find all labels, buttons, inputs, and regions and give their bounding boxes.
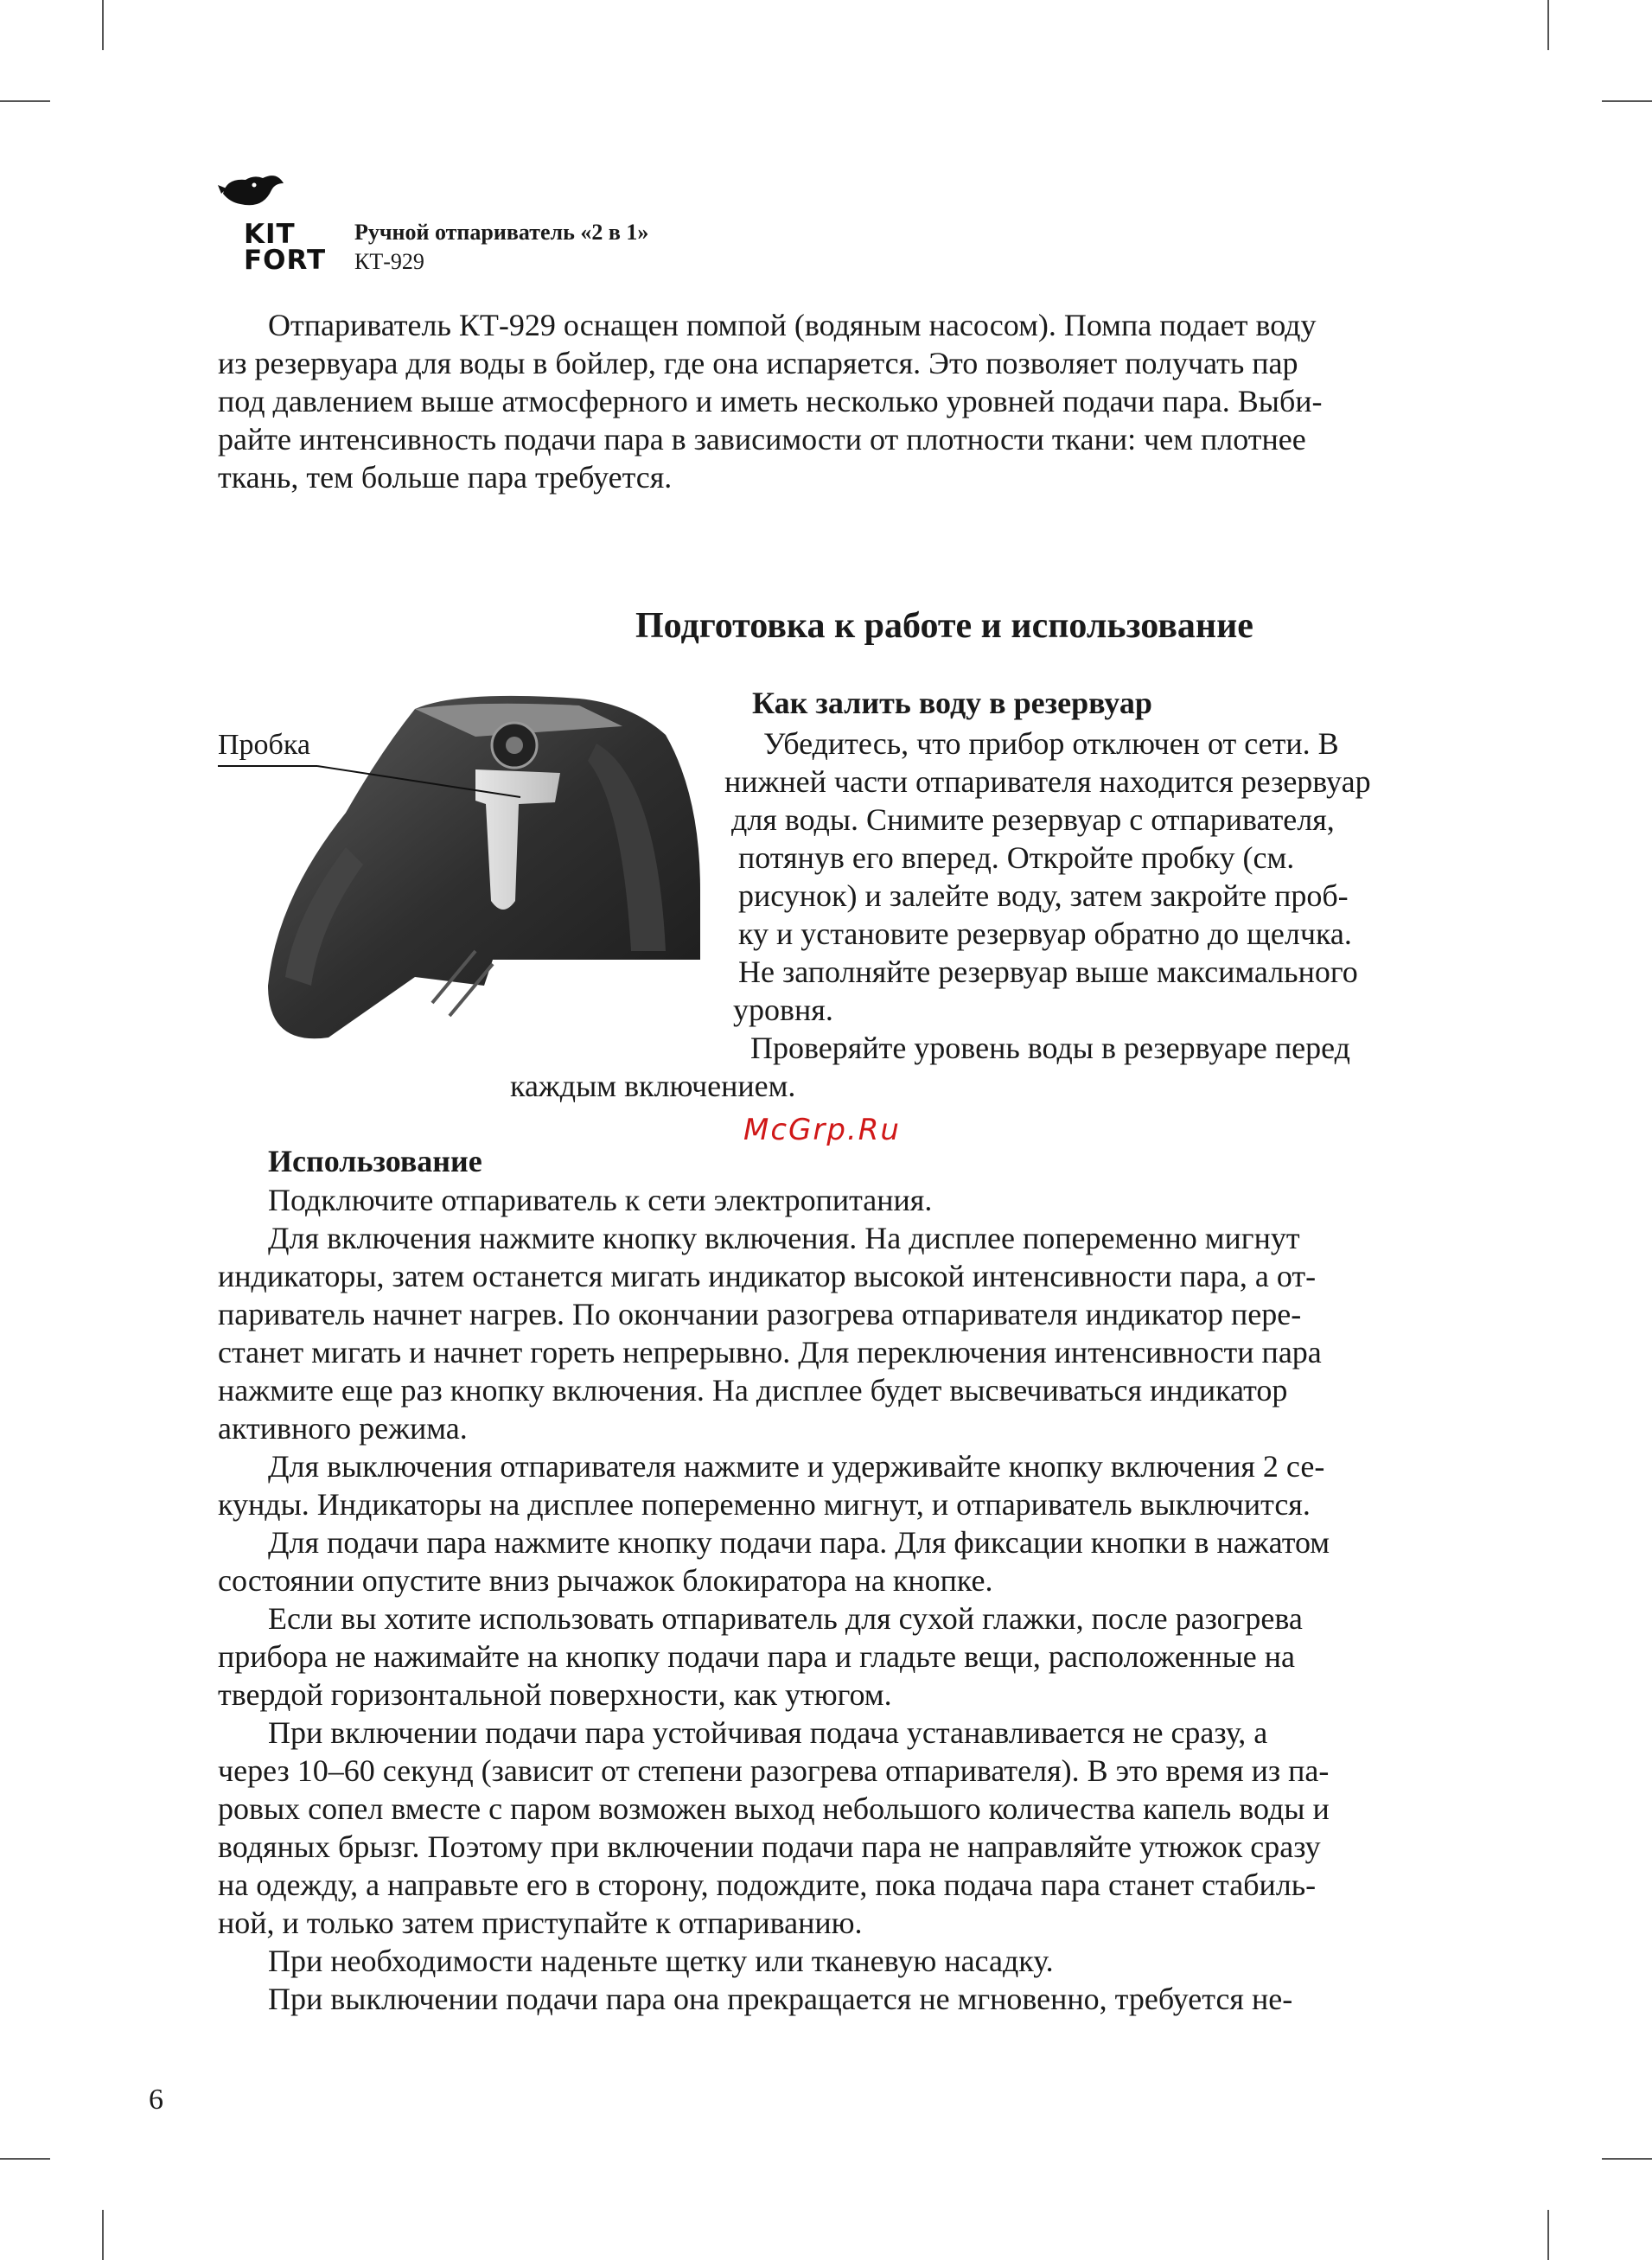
text-line: Отпариватель КТ-929 оснащен помпой (водяным насосом). Помпа подает воду [268,308,1317,342]
text-line: Если вы хотите использовать отпариватель для сухой глажки, после разогрева [268,1601,1303,1636]
text-line: состоянии опустите вниз рычажок блокиратора на кнопке. [218,1563,993,1598]
text-line: твердой горизонтальной поверхности, как утюгом. [218,1677,892,1712]
header-model: КТ-929 [354,249,424,274]
header-title: Ручной отпариватель «2 в 1» [354,220,649,245]
crop-mark [1547,0,1549,50]
text-line: для воды. Снимите резервуар с отпаривателя, [731,802,1335,837]
crop-mark [1602,2158,1652,2160]
text-line: водяных брызг. Поэтому при включении подачи пара не направляйте утюжок сразу [218,1829,1321,1864]
callout-leader-line [218,757,529,809]
text-line: ку и установите резервуар обратно до щелчка. [738,916,1352,951]
text-line: активного режима. [218,1411,468,1446]
page-number: 6 [149,2084,163,2116]
text-line: париватель начнет нагрев. По окончании разогрева отпаривателя индикатор пере- [218,1297,1302,1331]
text-line: рисунок) и залейте воду, затем закройте проб- [738,878,1349,913]
text-line: под давлением выше атмосферного и иметь несколько уровней подачи пара. Выби- [218,384,1323,418]
text-line: нажмите еще раз кнопку включения. На дисплее будет высвечиваться индикатор [218,1373,1288,1408]
crop-mark [0,2158,50,2160]
text-line: райте интенсивность подачи пара в зависимости от плотности ткани: чем плотнее [218,422,1306,456]
crop-mark [0,100,50,102]
crop-mark [1602,100,1652,102]
text-line: При необходимости наденьте щетку или тканевую насадку. [268,1944,1054,1978]
text-line: каждым включением. [510,1069,796,1103]
text-line: Для выключения отпаривателя нажмите и удерживайте кнопку включения 2 се- [268,1449,1325,1484]
text-line: из резервуара для воды в бойлер, где она испаряется. Это позволяет получать пар [218,346,1298,380]
section-title: Подготовка к работе и использование [635,606,1253,646]
text-line: При выключении подачи пара она прекращается не мгновенно, требуется не- [268,1982,1293,2016]
crop-mark [1547,2210,1549,2260]
text-line: ной, и только затем приступайте к отпариванию. [218,1906,863,1940]
text-line: потянув его вперед. Откройте пробку (см. [738,840,1295,875]
watermark: McGrp.Ru [743,1113,901,1147]
logo-wordmark: KIT FORT [244,219,327,276]
text-line: ровых сопел вместе с паром возможен выход небольшого количества капель воды и [218,1791,1330,1826]
text-line: Для подачи пара нажмите кнопку подачи пара. Для фиксации кнопки в нажатом [268,1525,1330,1560]
text-line: При включении подачи пара устойчивая подача устанавливается не сразу, а [268,1715,1268,1750]
text-line: прибора не нажимайте на кнопку подачи пара и гладьте вещи, расположенные на [218,1639,1295,1674]
text-line: индикаторы, затем останется мигать индикатор высокой интенсивности пара, а от- [218,1259,1317,1293]
text-line: Убедитесь, что прибор отключен от сети. В [763,726,1339,761]
crop-mark [102,2210,104,2260]
text-line: Подключите отпариватель к сети электропитания. [268,1183,933,1217]
text-line: нижней части отпаривателя находится резервуар [724,764,1371,799]
text-line: на одежду, а направьте его в сторону, подождите, пока подача пара станет стабиль- [218,1867,1317,1902]
fill-subtitle: Как залить воду в резервуар [752,686,1152,720]
text-line: Не заполняйте резервуар выше максимального [738,954,1358,989]
callout-label: Пробка [218,729,310,761]
crop-mark [102,0,104,50]
text-line: кунды. Индикаторы на дисплее попеременно мигнут, и отпариватель выключится. [218,1487,1311,1522]
text-line: станет мигать и начнет гореть непрерывно. Для переключения интенсивности пара [218,1335,1322,1369]
text-line: уровня. [733,993,833,1027]
text-line: Проверяйте уровень воды в резервуаре перед [750,1031,1350,1065]
text-line: ткань, тем больше пара требуется. [218,460,673,495]
text-line: Для включения нажмите кнопку включения. На дисплее попеременно мигнут [268,1221,1300,1255]
usage-subtitle: Использование [268,1144,482,1178]
text-line: через 10–60 секунд (зависит от степени разогрева отпаривателя). В это время из па- [218,1753,1330,1788]
